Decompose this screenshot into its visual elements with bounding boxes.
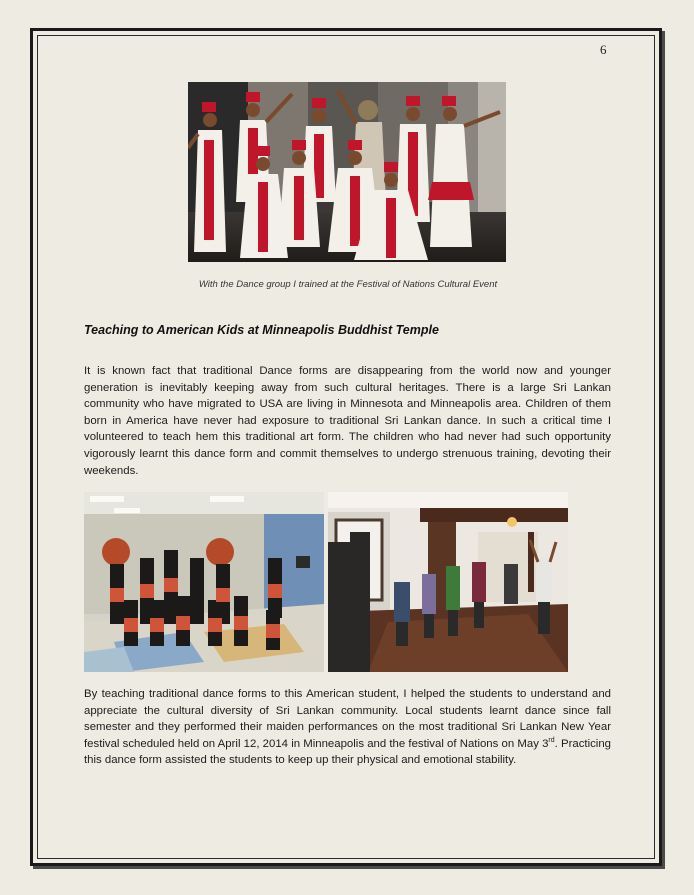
paragraph-outcome-ending: . Practicing this dance form assisted the students to keep up their physical and emotional stability. (84, 737, 611, 767)
paragraph-outcome-text: By teaching traditional dance forms to this American student, I helped the students to understand and appreciate the cultural diversity of Sri Lankan community. Local students learnt dance since fall semester and they performed their maiden performances on the most traditional Sri Lankan New Year festival scheduled held on April 12, 2014 in Minneapolis and the festival of Nations on May 3 (84, 688, 611, 750)
paragraph-outcome (84, 686, 611, 769)
section-heading: Teaching to American Kids at Minneapolis Buddhist Temple (84, 323, 439, 337)
kids-costume-photo (84, 492, 324, 672)
dance-group-photo (188, 82, 506, 262)
photo-caption: With the Dance group I trained at the Festival of Nations Cultural Event (198, 279, 498, 290)
kids-practice-photo (328, 492, 568, 672)
paragraph-intro: It is known fact that traditional Dance forms are disappearing from the world now and younger generation is inevitably keeping away from such cultural heritages. There is a large Sri Lankan community who have migrated to USA are living in Minnesota and Minneapolis area. Children of them born in America have never had exposure to traditional Sri Lankan dance. In such a critical time I volunteered to teach hem this traditional art form. The children who had never had such opportunity vigorously learnt this dance form and commit themselves to undergo strenuous training, devoting their weekends. (84, 365, 611, 477)
ordinal-suffix: rd (548, 736, 555, 744)
page-number: 6 (600, 42, 607, 57)
